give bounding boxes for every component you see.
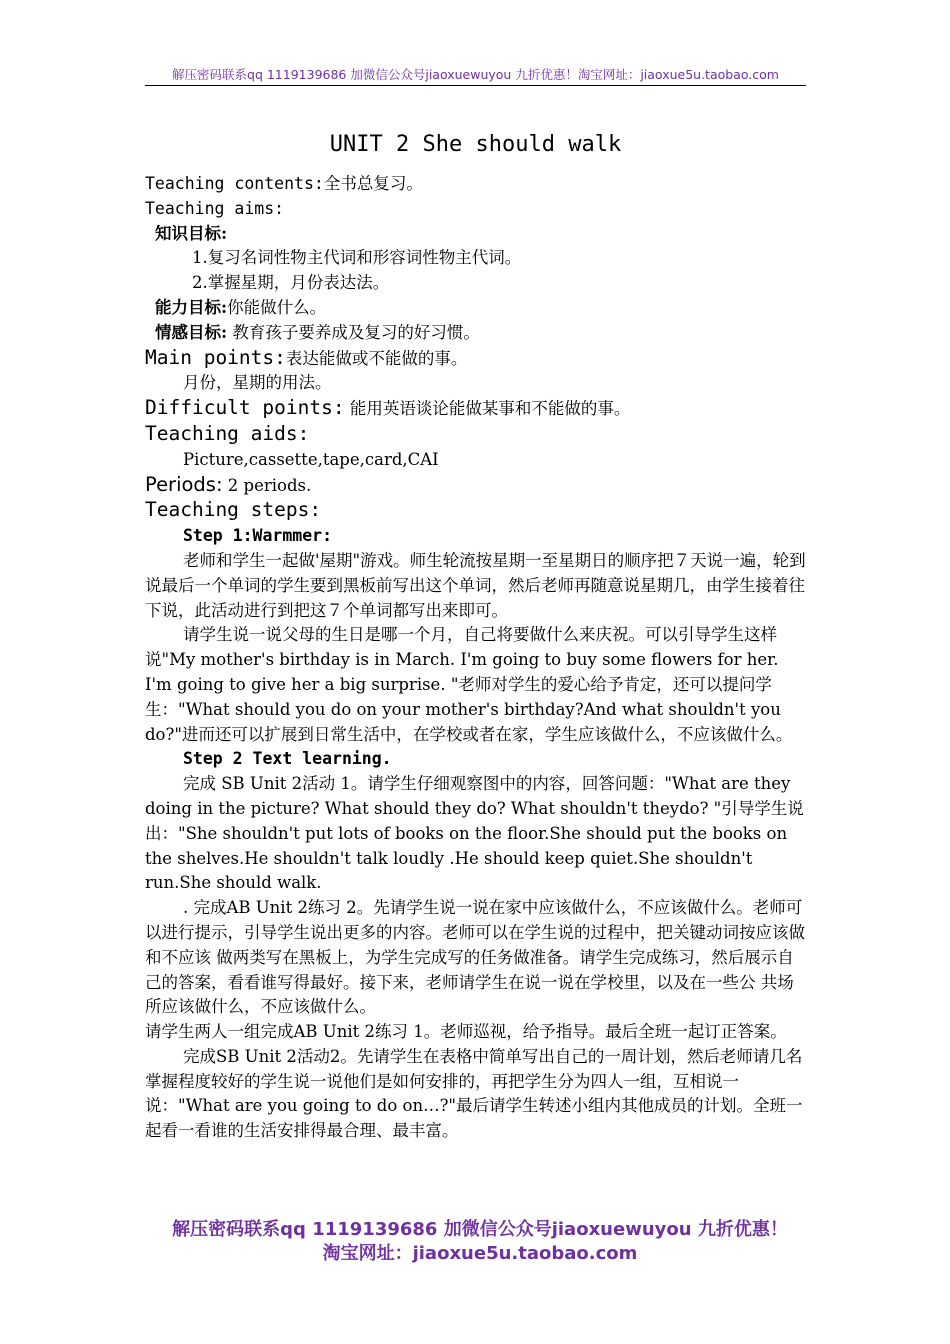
ability-aim-line xyxy=(145,296,809,321)
knowledge-aim-1: 1.复习名词性物主代词和形容词性物主代词。 xyxy=(192,248,522,268)
ability-aim-value: 你能做什么。 xyxy=(227,297,327,317)
step2-paragraph-1: 完成 SB Unit 2活动 1。请学生仔细观察图中的内容，回答问题："What are they doing in the picture? What should they do? What shouldn't theydo? "引导学生说出："She shouldn't put lots of books on the floor.She should put the books on the shelves.He shouldn't talk loudly .He should keep quiet.She shouldn't run.She should walk. xyxy=(145,774,804,893)
step2-paragraph-4: 完成SB Unit 2活动2。先请学生在表格中简单写出自己的一周计划，然后老师请几名掌握程度较好的学生说一说他们是如何安排的，再把学生分为四人一组，互相说一 说："What are you going to do on…?"最后请学生转述小组内其他成员的计划。全班一起看一看谁的生活安排得最合理、最丰富。 xyxy=(145,1046,803,1141)
teaching-steps-line xyxy=(145,498,809,524)
step2-heading xyxy=(145,747,809,772)
step2-label: Step 2 Text learning. xyxy=(183,749,392,769)
page-header: 解压密码联系qq 1119139686 加微信公众号jiaoxuewuyou 九折优惠！淘宝网址：jiaoxue5u.taobao.com xyxy=(172,67,779,82)
difficult-points-value: 能用英语谈论能做某事和不能做的事。 xyxy=(344,399,631,419)
page-footer xyxy=(140,1218,820,1266)
footer-line-1: 解压密码联系qq 1119139686 加微信公众号jiaoxuewuyou 九折优惠！ xyxy=(172,1219,788,1240)
teaching-aims-line xyxy=(145,197,809,222)
teaching-aids-line xyxy=(145,422,809,448)
main-points-value: 表达能做或不能做的事。 xyxy=(285,348,468,368)
main-points-label: Main points: xyxy=(145,345,286,369)
difficult-points-line xyxy=(145,396,809,422)
teaching-aids-label: Teaching aids: xyxy=(145,421,310,445)
difficult-points-label: Difficult points: xyxy=(145,396,345,420)
emotion-aim-value: 教育孩子要养成及复习的好习惯。 xyxy=(227,322,480,342)
step1-paragraph-2: 请学生说一说父母的生日是哪一个月，自己将要做什么来庆祝。可以引导学生这样说"My mother's birthday is in March. I'm going to buy some flowers for her. I'm going to give her a big surprise. "老师对学生的爱心给予肯定，还可以提问学生："What should you do on your mother's birthday?And what shouldn't you do?"进而还可以扩展到日常生活中，在学校或者在家，学生应该做什么，不应该做什么。 xyxy=(145,625,793,744)
teaching-steps-label: Teaching steps: xyxy=(145,498,322,522)
step1-label: Step 1:Warmmer: xyxy=(183,526,333,546)
knowledge-aim-2: 2.掌握星期，月份表达法。 xyxy=(192,273,390,293)
ability-aim-label: 能力目标: xyxy=(155,297,228,317)
teaching-contents-line xyxy=(145,172,809,197)
teaching-aids-value: Picture,cassette,tape,card,CAI xyxy=(183,449,439,469)
emotion-aim-line xyxy=(145,321,809,346)
main-points-line xyxy=(145,346,809,372)
document-title: UNIT 2 She should walk xyxy=(329,132,622,157)
step2-paragraph-3: 请学生两人一组完成AB Unit 2练习 1。老师巡视，给予指导。最后全班一起订正答案。 xyxy=(145,1022,787,1042)
periods-value: 2 periods. xyxy=(222,475,312,495)
periods-line xyxy=(145,473,809,499)
document-body xyxy=(145,172,809,1144)
teaching-contents-label: Teaching contents: xyxy=(145,174,324,193)
teaching-contents-value: 全书总复习。 xyxy=(323,174,423,193)
footer-line-2: 淘宝网址：jiaoxue5u.taobao.com xyxy=(322,1243,638,1264)
knowledge-aim-label: 知识目标: xyxy=(155,223,228,243)
step1-paragraph-1: 老师和学生一起做'屋期"游戏。师生轮流按星期一至星期日的顺序把７天说一遍，轮到说最后一个单词的学生要到黑板前写出这个单词，然后老师再随意说星期几，由学生接着往下说，此活动进行到把这７个单词都写出来即可。 xyxy=(145,550,806,620)
step1-heading xyxy=(145,524,809,549)
emotion-aim-label: 情感目标: xyxy=(155,322,228,342)
knowledge-aim-line xyxy=(145,222,809,247)
step2-paragraph-2: . 完成AB Unit 2练习 2。先请学生说一说在家中应该做什么，不应该做什么。老师可以进行提示，引导学生说出更多的内容。老师可以在学生说的过程中，把关键动词按应该做和不应该 做两类写在黑板上，为学生完成写的任务做准备。请学生完成练习，然后展示自己的答案，看看谁写得最好。接下来，老师请学生在说一说在学校里，以及在一些公 共场所应该做什么，不应该做什么。 xyxy=(145,898,805,1017)
teaching-aims-label: Teaching aims: xyxy=(145,198,285,218)
periods-label: Periods: xyxy=(145,472,223,496)
header-divider xyxy=(145,85,806,86)
main-points-line-2: 月份，星期的用法。 xyxy=(183,373,332,393)
